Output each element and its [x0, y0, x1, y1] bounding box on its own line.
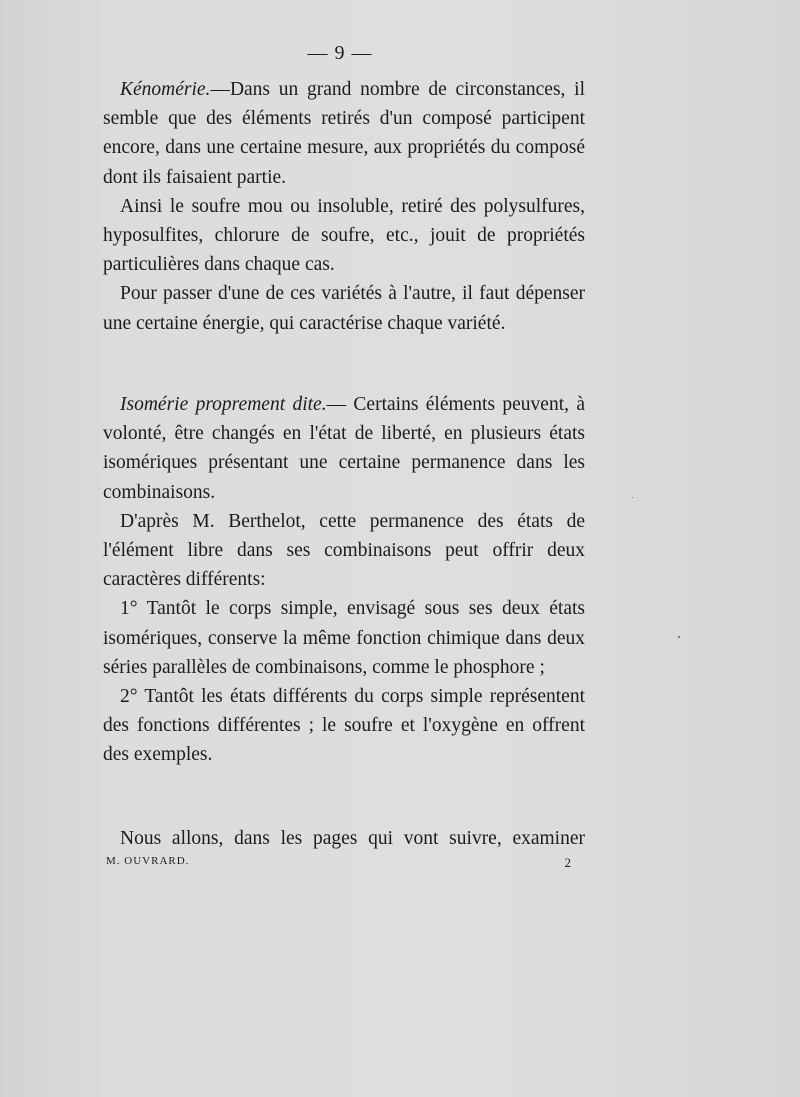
paragraph: D'après M. Berthelot, cette permanence des états de l'élément libre dans ses combinaisons peut offrir deux caractères différents: [103, 510, 585, 591]
paragraph: Nous allons, dans les pages qui vont suivre, examiner [120, 828, 585, 849]
paper-speck [632, 497, 633, 498]
closing-text [103, 824, 585, 853]
paragraph: 2° Tantôt les états différents du corps simple représentent des fonctions différentes ; le soufre et l'oxygène en offrent des exemples. [103, 686, 585, 766]
footer-author: M. OUVRARD. [106, 855, 190, 867]
paragraph-text: — Certains éléments peuvent, à volonté, être changés en l'état de liberté, en plusieurs états isomériques présentant une certaine permanence dans les combinaisons. [103, 394, 585, 503]
section-kenomerie [103, 75, 585, 338]
section-heading-isomerie: Isomérie proprement dite. [120, 394, 327, 415]
paragraph [103, 75, 585, 192]
paragraph: Pour passer d'une de ces variétés à l'autre, il faut dépenser une certaine énergie, qui caractérise chaque variété. [103, 283, 585, 334]
paragraph [103, 390, 585, 507]
signature-mark: 2 [564, 855, 572, 870]
paper-speck [678, 636, 680, 638]
paragraph: 1° Tantôt le corps simple, envisagé sous ses deux états isomériques, conserve la même fonction chimique dans deux séries parallèles de combinaisons, comme le phosphore ; [103, 598, 585, 678]
section-heading-kenomerie: Kénomérie. [120, 79, 211, 100]
paragraph-text: —Dans un grand nombre de circonstances, il semble que des éléments retirés d'un composé participent encore, dans une certaine mesure, aux propriétés du composé dont ils faisaient partie. [103, 79, 585, 188]
paragraph: Ainsi le soufre mou ou insoluble, retiré des polysulfures, hyposulfites, chlorure de soufre, etc., jouit de propriétés particulières dans chaque cas. [103, 195, 585, 276]
page-number: — 9 — [307, 42, 373, 64]
section-isomerie [103, 390, 585, 770]
